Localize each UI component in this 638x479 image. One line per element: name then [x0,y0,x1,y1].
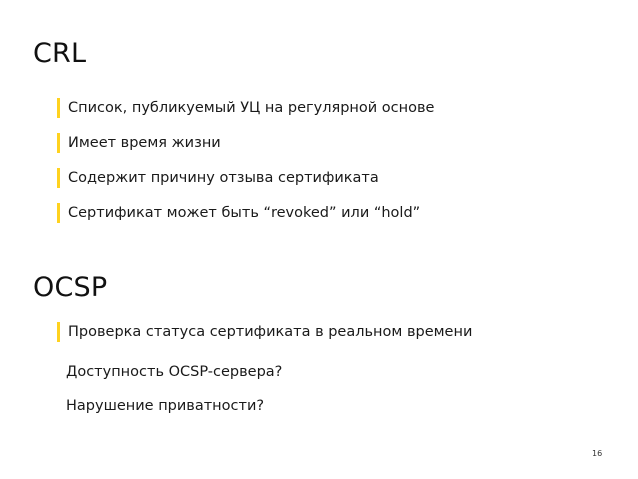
bullet-text: Сертификат может быть “revoked” или “hold” [68,205,421,221]
bullet-item [57,167,434,189]
bullet-marker [57,98,60,118]
bullet-item [57,97,434,119]
bullet-text: Имеет время жизни [68,135,221,151]
bullet-marker [57,203,60,223]
ocsp-bullet-list [57,321,472,356]
bullet-text: Содержит причину отзыва сертификата [68,170,379,186]
ocsp-title: OCSP [33,272,108,303]
ocsp-subitem: Доступность OCSP-сервера? [66,364,283,380]
ocsp-subitem: Нарушение приватности? [66,398,265,414]
bullet-item [57,132,434,154]
bullet-item [57,321,472,343]
bullet-text: Проверка статуса сертификата в реальном времени [68,324,473,340]
bullet-text: Список, публикуемый УЦ на регулярной основе [68,100,435,116]
bullet-item [57,202,434,224]
bullet-marker [57,133,60,153]
page-number: 16 [592,449,603,458]
bullet-marker [57,168,60,188]
crl-title: CRL [33,38,87,69]
bullet-marker [57,322,60,342]
crl-bullet-list [57,97,434,237]
